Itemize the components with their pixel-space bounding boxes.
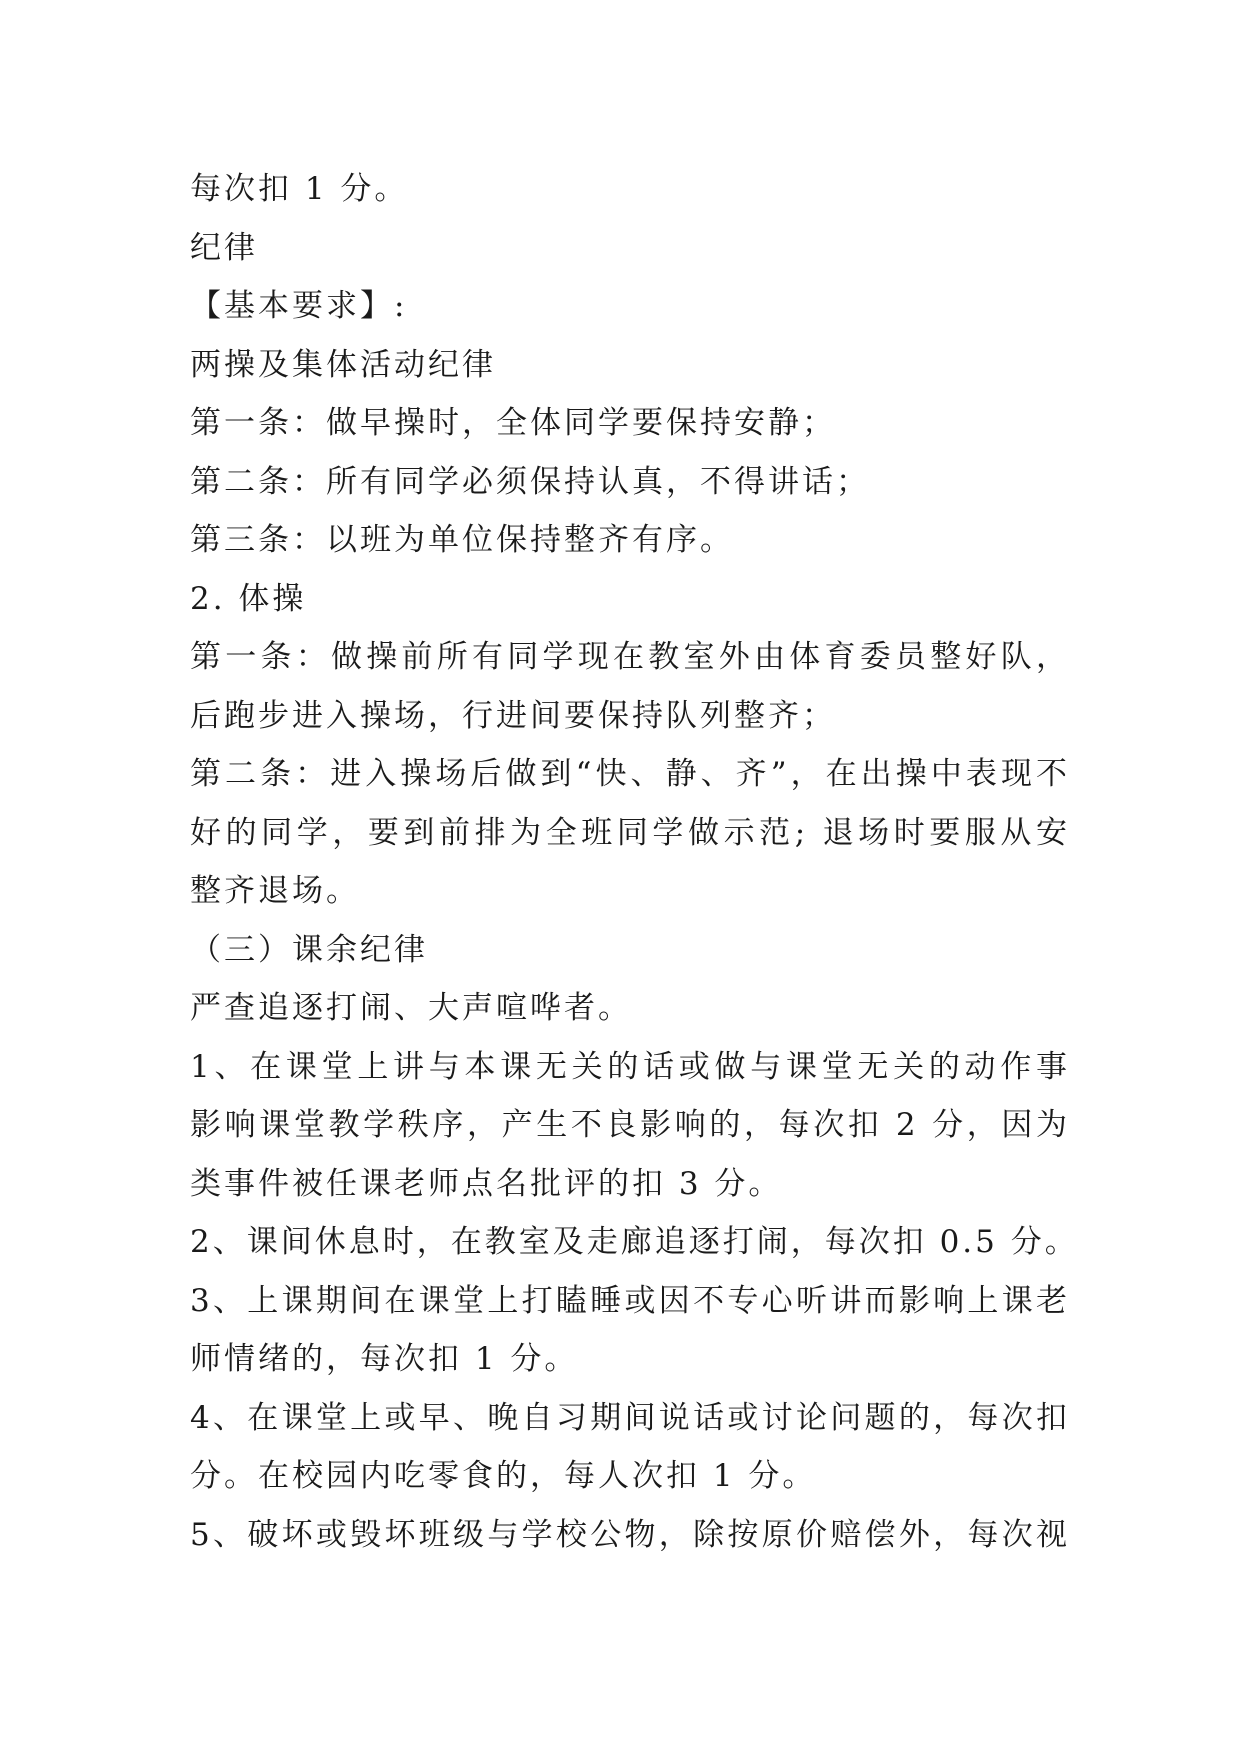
text-line: 【基本要求】: <box>190 288 408 324</box>
text-line: 每次扣 1 分。 <box>190 171 409 207</box>
text-line: 5、破坏或毁坏班级与学校公物，除按原价赔偿外，每次视 <box>190 1516 1070 1553</box>
text-line: 后跑步进入操场，行进间要保持队列整齐； <box>190 697 836 734</box>
text-line: 第一条：做早操时，全体同学要保持安静； <box>190 405 836 441</box>
text-line: 好的同学，要到前排为全班同学做示范; 退场时要服从安 <box>190 814 1070 851</box>
text-line: 类事件被任课老师点名批评的扣 3 分。 <box>190 1165 783 1202</box>
text-line: 师情绪的，每次扣 1 分。 <box>190 1341 579 1377</box>
text-line: 第一条：做操前所有同学现在教室外由体育委员整好队， <box>190 639 1070 675</box>
text-line: 整齐退场。 <box>190 873 360 909</box>
text-line: 1、在课堂上讲与本课无关的话或做与课堂无关的动作事 <box>190 1048 1070 1085</box>
text-line: 第三条：以班为单位保持整齐有序。 <box>190 522 734 558</box>
text-line: 4、在课堂上或早、晚自习期间说话或讨论问题的，每次扣 <box>190 1399 1070 1436</box>
text-line: 纪律 <box>190 229 258 266</box>
text-line: （三）课余纪律 <box>190 931 428 968</box>
document-body <box>190 160 1079 1564</box>
text-line: 严查追逐打闹、大声喧哗者。 <box>190 990 632 1026</box>
text-line: 2、课间休息时，在教室及走廊追逐打闹，每次扣 0.5 分。 <box>190 1224 1079 1260</box>
text-line: 3、上课期间在课堂上打瞌睡或因不专心听讲而影响上课老 <box>190 1282 1070 1319</box>
text-line: 2. 体操 <box>190 580 307 617</box>
text-line: 分。在校园内吃零食的，每人次扣 1 分。 <box>190 1458 817 1494</box>
text-line: 第二条：进入操场后做到“快、静、齐”，在出操中表现不 <box>190 756 1070 792</box>
text-line: 两操及集体活动纪律 <box>190 346 496 383</box>
text-line: 第二条：所有同学必须保持认真，不得讲话； <box>190 463 870 500</box>
text-line: 影响课堂教学秩序，产生不良影响的，每次扣 2 分，因为 <box>190 1107 1070 1143</box>
